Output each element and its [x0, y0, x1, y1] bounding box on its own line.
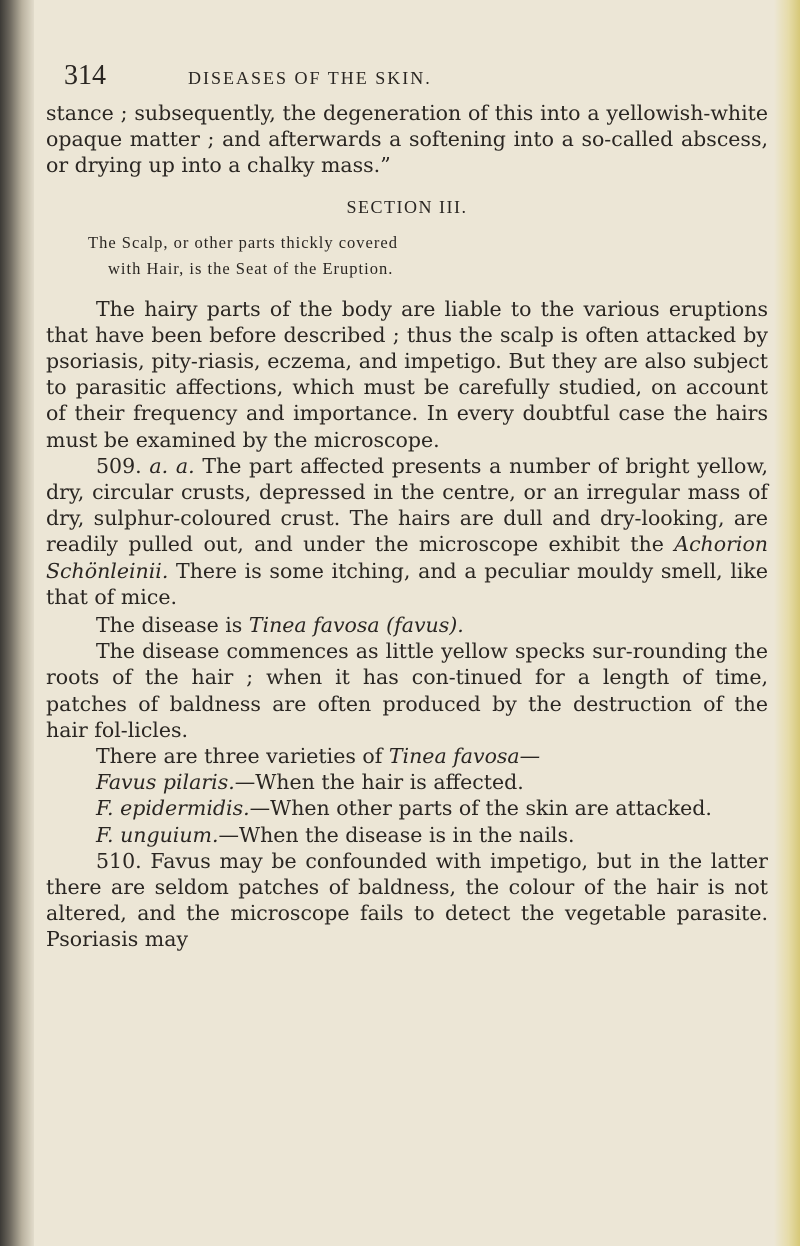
opening-paragraph: stance ; subsequently, the degeneration of this into a yellowish-white opaque matter ; and afterwards a softening into a so-called abscess, or drying up into a chalky mass.” — [46, 101, 768, 178]
variety-name: Favus pilaris. — [96, 770, 235, 795]
varieties-name: Tinea favosa— — [388, 744, 541, 769]
section-heading: SECTION III. — [346, 196, 468, 217]
variety-2 — [46, 795, 768, 821]
varieties-line — [46, 743, 768, 769]
variety-3 — [46, 822, 768, 848]
paragraph-number: 510. — [96, 848, 142, 873]
disease-alt-name: (favus). — [386, 613, 464, 638]
variety-1 — [46, 769, 768, 795]
paragraph-text: There is some itching, and a peculiar mouldy smell, like that of mice. — [46, 558, 768, 609]
book-page — [46, 60, 768, 953]
disease-course-paragraph: The disease commences as little yellow specks sur-rounding the roots of the hair ; when it has con-tinued for a length of time, patches of baldness are often produced by the destruction of the hair fol-licles. — [46, 639, 768, 742]
variety-name: F. epidermidis. — [96, 796, 250, 821]
variety-text: —When other parts of the skin are attacked. — [249, 796, 712, 821]
section-subtitle-line-2: with Hair, is the Seat of the Eruption. — [108, 258, 394, 278]
book-binding-shadow — [0, 0, 34, 1246]
paragraph-509 — [46, 453, 768, 610]
species-name: Achorion Schönleinii. — [46, 532, 768, 583]
disease-name-line — [46, 612, 768, 638]
disease-name: Tinea favosa — [248, 613, 380, 638]
disease-lead: The disease is — [96, 613, 243, 638]
paragraph-text: Favus may be confounded with impetigo, but in the latter there are seldom patches of baldness, the colour of the hair is not altered, and the microscope fails to detect the vegetable parasite. Psoriasis may — [46, 848, 768, 952]
section-subtitle-line-1: The Scalp, or other parts thickly covered — [88, 232, 398, 252]
page-number: 314 — [64, 60, 106, 91]
variety-name: F. unguium. — [96, 822, 219, 847]
intro-paragraph: The hairy parts of the body are liable to the various eruptions that have been before described ; thus the scalp is often attacked by psoriasis, pity-riasis, eczema, and impetigo. But they are also subject to parasitic affections, which must be carefully studied, on account of their frequency and importance. In every doubtful case the hairs must be examined by the microscope. — [46, 296, 768, 452]
section-subtitle — [46, 230, 768, 282]
variety-text: —When the hair is affected. — [234, 770, 524, 795]
figure-reference: a. a. — [149, 453, 195, 478]
paragraph-number: 509. — [96, 453, 142, 478]
varieties-lead: There are three varieties of — [96, 744, 383, 769]
running-head-title: DISEASES OF THE SKIN. — [188, 68, 432, 88]
paragraph-text: The part affected presents a number of bright yellow, dry, circular crusts, depressed in the centre, or an irregular mass of dry, sulphur-coloured crust. The hairs are dull and dry-looking, are readily pulled out, and under the microscope exhibit the — [46, 453, 768, 557]
running-head — [46, 60, 768, 100]
paragraph-510 — [46, 848, 768, 953]
variety-text: —When the disease is in the nails. — [218, 822, 575, 847]
page-edge-stain — [774, 0, 800, 1246]
